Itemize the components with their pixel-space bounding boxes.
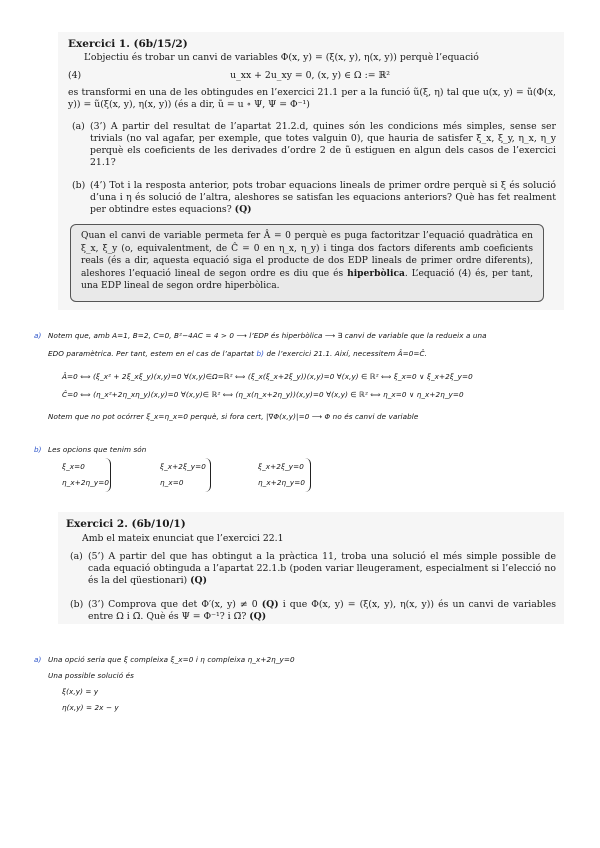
hand-line-3: Â=0 ⟺ (ξ_x² + 2ξ_xξ_y)(x,y)=0 ∀(x,y)∈Ω=ℝ² ⟺ (ξ_x(ξ_x+2ξ_y))(x,y)=0 ∀(x,y) ∈ ℝ² ⟺ ξ_x=0 ∨ ξ_x+2ξ_y=0 [62, 372, 473, 381]
exercise-2-title: Exercici 2. (6b/10/1) [66, 518, 186, 530]
exercise-1-title: Exercici 1. (6b/15/2) [68, 38, 188, 50]
hand-a-tag: a) [34, 331, 42, 340]
hand-line-2: EDO paramètrica. Per tant, estem en el cas de l’apartat b) de l’exercici 21.1. Així, necessitem Â=0=Ĉ. [48, 349, 428, 358]
hand-b-intro: Les opcions que tenim són [48, 445, 147, 454]
option-3-line-2: η_x+2η_y=0 [258, 478, 305, 487]
item-a-text: (3’) A partir del resultat de l’apartat 21.2.d, quines són les condicions més simples, sense ser trivials (no val agafar, per exemple, que totes valguin 0), que hauria de satisfer ξ_x, ξ_y, η_x, η_y perquè els coeficients de les derivades d’ordre 2 de ũ estiguen en algun dels casos de l’exercici 21.1? [90, 121, 556, 168]
item-a-label: (a) [72, 121, 85, 132]
exercise-1-intro: L’objectiu és trobar un canvi de variables Φ(x, y) = (ξ(x, y), η(x, y)) perquè l’equació [84, 52, 479, 63]
option-3-line-1: ξ_x+2ξ_y=0 [258, 462, 304, 471]
option-2-brace [200, 458, 211, 492]
hyperbolic-note-box [70, 224, 544, 302]
box-text: Quan el canvi de variable permeta fer Â = 0 perquè es puga factoritzar l’equació quadràtica en ξ_x, ξ_y (o, equivalentment, de Ĉ = 0 en η_x, η_y) i tinga dos factors diferents amb coeficients reals (és a dir, aquesta equació siga el producte de dos EDP lineals de primer ordre diferents), aleshores l’equació lineal de segon ordre es diu que és hiperbòlica. L’equació (4) és, per tant, una EDP lineal de segon ordre hiperbòlica. [81, 231, 533, 292]
hand2-line-4: η(x,y) = 2x − y [62, 703, 119, 712]
hand-line-5: Notem que no pot ocórrer ξ_x=η_x=0 perquè, si fora cert, |∇Φ(x,y)|=0 ⟶ Φ no és canvi de variable [48, 412, 419, 421]
equation-number: (4) [68, 70, 82, 81]
hand2-line-1: Una opció seria que ξ compleixa ξ_x=0 i η compleixa η_x+2η_y=0 [48, 655, 295, 664]
ex2-item-a-label: (a) [70, 551, 83, 562]
option-1-line-1: ξ_x=0 [62, 462, 85, 471]
option-1-line-2: η_x+2η_y=0 [62, 478, 109, 487]
hand2-line-2: Una possible solució és [48, 671, 135, 680]
item-b-label: (b) [72, 180, 86, 191]
hand-line-4: Ĉ=0 ⟺ (η_x²+2η_xη_y)(x,y)=0 ∀(x,y)∈ ℝ² ⟺ (η_x(η_x+2η_y))(x,y)=0 ∀(x,y) ∈ ℝ² ⟺ η_x=0 ∨ η_x+2η_y=0 [62, 390, 464, 399]
hand-line-1: Notem que, amb A=1, B=2, C=0, B²−4AC = 4 > 0 ⟶ l’EDP és hiperbòlica ⟶ ∃ canvi de variable que la redueix a una [48, 331, 487, 340]
item-b-text: (4’) Tot i la resposta anterior, pots trobar equacions lineals de primer ordre perquè si ξ és solució d’una i η és solució de l’altra, aleshores se satisfan les equacions anteriors? Què has fet realment per obtindre estes equacions? (Q) [90, 180, 556, 215]
hand2-a-tag: a) [34, 655, 42, 664]
hand2-line-3: ξ(x,y) = y [62, 687, 99, 696]
hand-b-tag: b) [34, 445, 42, 454]
option-2-line-1: ξ_x+2ξ_y=0 [160, 462, 206, 471]
option-1-brace [100, 458, 111, 492]
exercise-1-transform: es transformi en una de les obtingudes en l’exercici 21.1 per a la funció ũ(ξ, η) tal que u(x, y) = ũ(Φ(x, y)) = ũ(ξ(x, y), η(x, y)) (és a dir, ũ = u ∘ Ψ, Ψ = Φ⁻¹) [68, 87, 556, 110]
ex2-item-a-text: (5’) A partir del que has obtingut a la pràctica 11, troba una solució el més simple possible de cada equació obtinguda a l’apartat 22.1.b (poden variar lleugerament, especialment si l’elecció no és la del qüestionari) (Q) [88, 551, 556, 586]
option-3-brace [300, 458, 311, 492]
ex2-item-b-text: (3’) Comprova que det Φ′(x, y) ≠ 0 (Q) i que Φ(x, y) = (ξ(x, y), η(x, y)) és un canvi de variables entre Ω i Ω̃. Què és Ψ = Φ⁻¹? i Ω̃? (Q) [88, 599, 556, 622]
option-2-line-2: η_x=0 [160, 478, 184, 487]
exercise-2-intro: Amb el mateix enunciat que l’exercici 22.1 [82, 533, 284, 544]
ex2-item-b-label: (b) [70, 599, 84, 610]
equation-4: u_xx + 2u_xy = 0, (x, y) ∈ Ω := ℝ² [230, 70, 390, 81]
